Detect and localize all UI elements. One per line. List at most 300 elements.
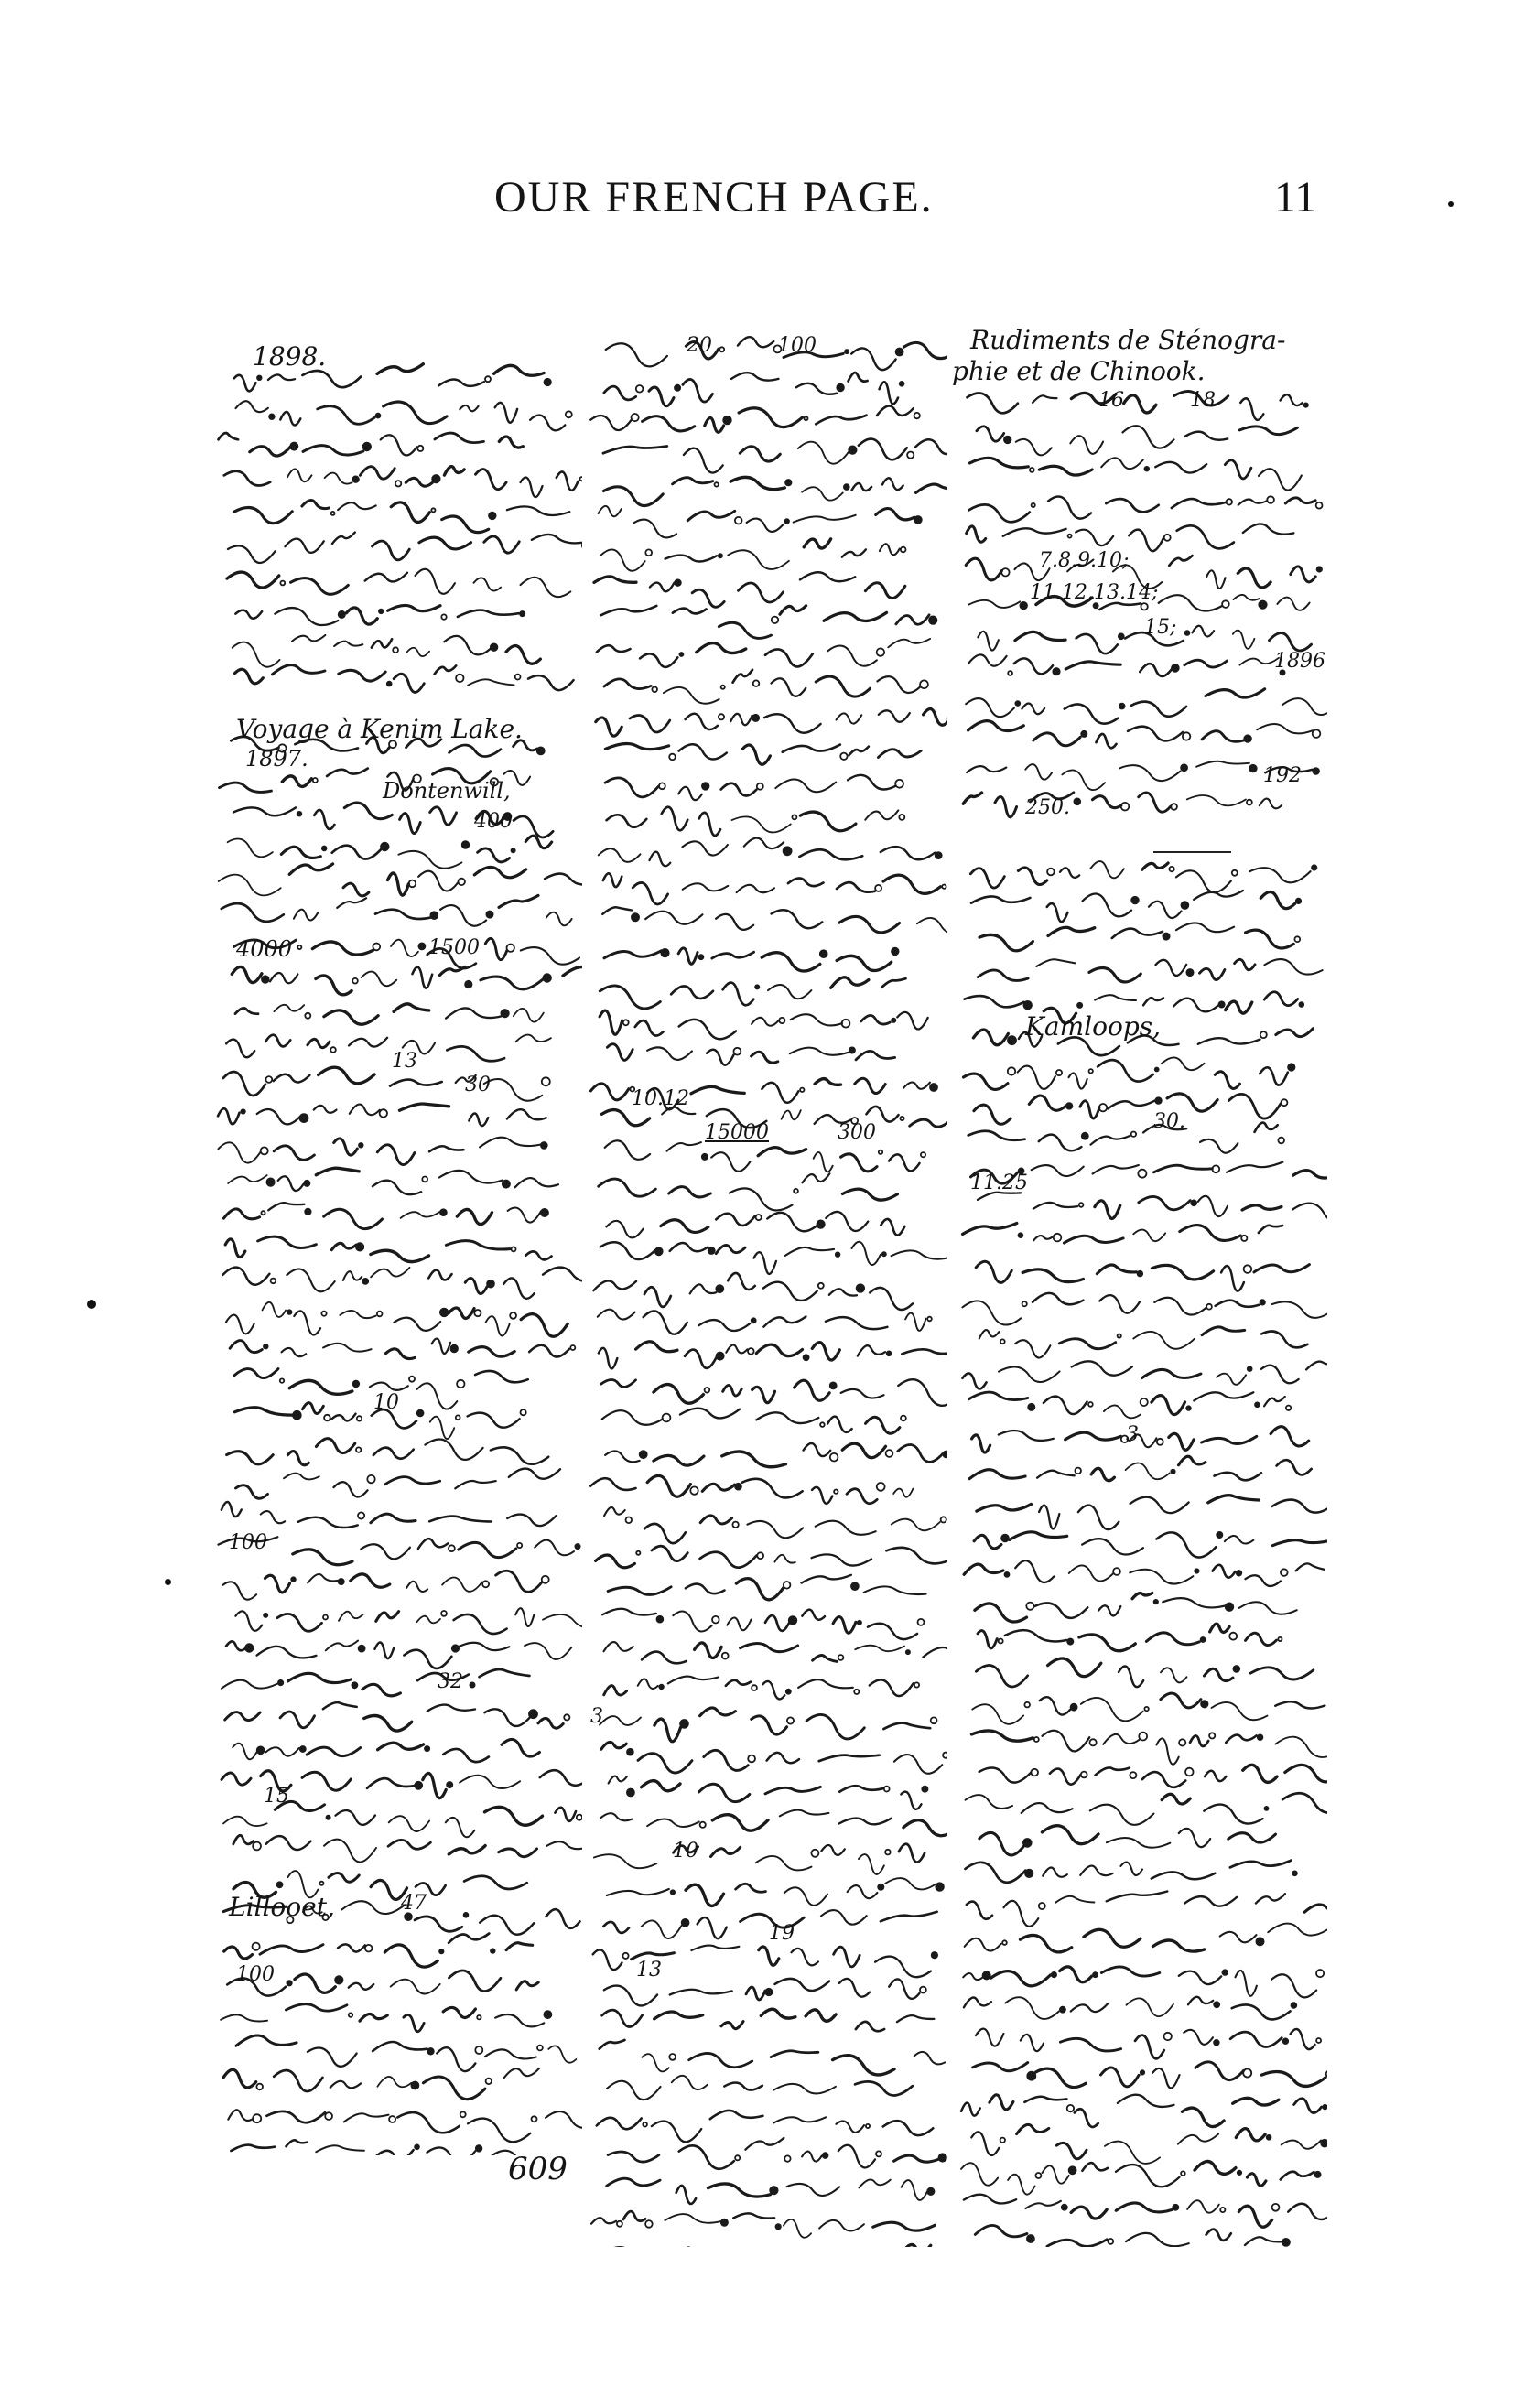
shorthand-stroke [308, 2048, 357, 2067]
shorthand-stroke [771, 2051, 818, 2057]
shorthand-stroke [1167, 1094, 1217, 1111]
shorthand-dot [1255, 1402, 1260, 1407]
shorthand-stroke [282, 1348, 307, 1356]
shorthand-stroke [1173, 999, 1218, 1012]
shorthand-stroke [1152, 1872, 1216, 1879]
shorthand-dot [501, 1010, 508, 1017]
shorthand-stroke [638, 1679, 658, 1689]
shorthand-stroke [1235, 959, 1255, 969]
shorthand-stroke [816, 1521, 876, 1535]
shorthand-dot [1248, 1366, 1252, 1371]
shorthand-stroke [711, 1152, 750, 1172]
shorthand-stroke [1018, 1066, 1055, 1089]
shorthand-stroke [521, 578, 571, 597]
shorthand-dot [460, 2111, 466, 2117]
shorthand-dot [682, 1919, 689, 1927]
shorthand-stroke [1095, 995, 1136, 1000]
shorthand-stroke [1163, 1598, 1226, 1607]
shorthand-stroke [1183, 2108, 1225, 2126]
shorthand-dot [1088, 1402, 1093, 1407]
shorthand-dot [241, 1109, 244, 1113]
shorthand-dot [1206, 1304, 1212, 1310]
shorthand-stroke [689, 2053, 752, 2067]
shorthand-stroke [607, 815, 647, 827]
shorthand-dot [921, 1152, 925, 1157]
shorthand-stroke [590, 1084, 628, 1100]
shorthand-stroke [680, 1409, 740, 1419]
shorthand-stroke [339, 1612, 363, 1621]
shorthand-dot [787, 1717, 794, 1723]
shorthand-dot [1141, 1398, 1148, 1406]
shorthand-dot [901, 547, 906, 553]
shorthand-stroke [342, 1901, 406, 1914]
shorthand-stroke [1043, 1731, 1090, 1752]
shorthand-stroke [528, 675, 574, 690]
shorthand-stroke [468, 1413, 520, 1428]
shorthand-stroke [1033, 1203, 1077, 1209]
shorthand-dot [1131, 897, 1139, 904]
shorthand-stroke [439, 1171, 503, 1183]
shorthand-dot [1002, 1940, 1007, 1945]
shorthand-dot [425, 1746, 429, 1751]
shorthand-stroke [1257, 724, 1313, 733]
shorthand-stroke [546, 912, 572, 926]
shorthand-dot [717, 1353, 724, 1360]
shorthand-dot [844, 484, 849, 490]
shorthand-stroke [316, 2145, 364, 2152]
shorthand-stroke [257, 1109, 300, 1124]
shorthand-stroke [1119, 765, 1180, 781]
shorthand-stroke [386, 1349, 416, 1359]
shorthand-dot [735, 517, 742, 524]
shorthand-dot [257, 1746, 265, 1754]
shorthand-stroke [1079, 1635, 1135, 1651]
shorthand-stroke [865, 583, 904, 599]
shorthand-dot [918, 1619, 925, 1625]
shorthand-stroke [654, 1385, 703, 1404]
shorthand-dot [339, 611, 345, 618]
shorthand-dot [532, 2116, 537, 2122]
shorthand-dot [1238, 2171, 1241, 2175]
shorthand-stroke [599, 848, 641, 862]
shorthand-stroke [236, 1485, 268, 1499]
shorthand-stroke [590, 1478, 635, 1490]
shorthand-dot [542, 1576, 549, 1583]
shorthand-stroke [794, 515, 856, 523]
section-divider [1153, 851, 1231, 853]
shorthand-stroke [976, 2029, 1003, 2046]
shorthand-dot [1155, 1097, 1162, 1104]
shorthand-stroke [442, 516, 489, 533]
shorthand-stroke [599, 506, 622, 516]
shorthand-stroke [686, 1884, 723, 1906]
shorthand-stroke [1146, 1633, 1199, 1645]
shorthand-dot [943, 1753, 947, 1758]
shorthand-dot [884, 1787, 890, 1792]
shorthand-dot [1241, 1236, 1247, 1241]
shorthand-stroke [1215, 1072, 1239, 1089]
shorthand-stroke [460, 405, 478, 411]
shorthand-stroke [400, 1104, 449, 1110]
shorthand-dot [645, 549, 652, 556]
shorthand-stroke [804, 1443, 831, 1456]
shorthand-stroke [1215, 1473, 1261, 1480]
shorthand-stroke [1152, 1265, 1213, 1280]
shorthand-dot [1027, 2235, 1034, 2242]
shorthand-stroke [969, 1470, 1025, 1479]
shorthand-stroke [270, 973, 297, 983]
shorthand-stroke [438, 379, 484, 385]
shorthand-stroke [881, 1219, 904, 1236]
shorthand-stroke [416, 1616, 440, 1624]
shorthand-stroke [250, 447, 290, 456]
shorthand-stroke [1130, 702, 1186, 717]
shorthand-stroke [398, 851, 461, 869]
shorthand-stroke [995, 796, 1017, 816]
shorthand-stroke [654, 1455, 704, 1465]
shorthand-stroke [712, 1815, 768, 1831]
shorthand-stroke [423, 1773, 446, 1798]
shorthand-dot [325, 2112, 332, 2120]
shorthand-stroke [235, 669, 264, 684]
shorthand-dot [830, 1382, 837, 1388]
shorthand-stroke [274, 2070, 322, 2091]
shorthand-dot [906, 1650, 910, 1654]
shorthand-dot [719, 347, 724, 351]
shorthand-dot [417, 446, 423, 451]
shorthand-dot [723, 416, 731, 425]
shorthand-dot [459, 879, 465, 885]
shorthand-dot [305, 1209, 310, 1215]
shorthand-stroke [454, 1614, 507, 1634]
shorthand-stroke [282, 776, 311, 787]
shorthand-stroke [903, 1820, 947, 1836]
shorthand-stroke [686, 714, 718, 729]
shorthand-stroke [430, 1417, 454, 1439]
shorthand-stroke [365, 573, 407, 582]
shorthand-dot [543, 974, 551, 982]
shorthand-stroke [903, 1083, 930, 1089]
shorthand-stroke [747, 519, 784, 532]
shorthand-stroke [1159, 595, 1222, 610]
shorthand-dot [1313, 729, 1321, 738]
shorthand-stroke [965, 1938, 1001, 1951]
shorthand-stroke [762, 1681, 784, 1699]
shorthand-stroke [608, 2152, 659, 2162]
shorthand-stroke [446, 1818, 475, 1837]
shorthand-stroke [515, 1178, 558, 1187]
shorthand-stroke [1016, 439, 1052, 455]
shorthand-stroke [1069, 1565, 1113, 1581]
number-label: 19 [769, 1922, 795, 1945]
shorthand-stroke [233, 1835, 254, 1844]
shorthand-stroke [892, 1250, 947, 1258]
shorthand-stroke [1261, 1331, 1307, 1347]
shorthand-stroke [457, 1209, 492, 1224]
shorthand-stroke [859, 2179, 890, 2187]
shorthand-dot [465, 981, 471, 988]
shorthand-stroke [507, 1109, 546, 1119]
shorthand-dot [1023, 1839, 1032, 1847]
shorthand-stroke [609, 1776, 627, 1784]
shorthand-dot [854, 1690, 859, 1694]
shorthand-stroke [1225, 460, 1251, 479]
shorthand-stroke [496, 1571, 542, 1592]
shorthand-stroke [1217, 1374, 1246, 1385]
shorthand-stroke [1226, 1001, 1252, 1013]
number-label: 100 [778, 334, 817, 357]
ink-speck [87, 1300, 96, 1309]
shorthand-dot [431, 508, 435, 512]
shorthand-dot [784, 2155, 790, 2161]
shorthand-stroke [1043, 2165, 1069, 2183]
shorthand-stroke [724, 2083, 762, 2090]
shorthand-stroke [287, 1269, 334, 1291]
shorthand-stroke [702, 1484, 734, 1491]
shorthand-stroke [1108, 1101, 1154, 1109]
shorthand-dot [280, 1378, 284, 1382]
shorthand-stroke [258, 1236, 317, 1247]
shorthand-stroke [274, 1074, 310, 1083]
shorthand-stroke [673, 609, 707, 614]
shorthand-stroke [1104, 1405, 1141, 1418]
shorthand-stroke [514, 816, 553, 837]
shorthand-stroke [223, 1817, 267, 1826]
shorthand-stroke [1008, 2175, 1034, 2195]
shorthand-dot [652, 687, 657, 693]
shorthand-stroke [607, 2178, 660, 2186]
shorthand-stroke [829, 1289, 857, 1295]
shorthand-stroke [868, 1624, 917, 1639]
shorthand-stroke [286, 2140, 307, 2146]
shorthand-dot [941, 1517, 946, 1522]
shorthand-stroke [726, 1680, 751, 1686]
shorthand-dot [830, 1453, 838, 1462]
shorthand-dot [327, 1816, 330, 1819]
shorthand-dot [1209, 1733, 1215, 1738]
shorthand-dot [541, 1209, 548, 1216]
shorthand-dot [475, 2046, 482, 2054]
shorthand-dot [663, 1414, 671, 1422]
shorthand-stroke [870, 1288, 913, 1310]
shorthand-stroke [1157, 1532, 1217, 1557]
shorthand-stroke [543, 1268, 582, 1281]
shorthand-stroke [225, 1712, 260, 1721]
shorthand-stroke [1132, 1593, 1152, 1599]
shorthand-stroke [1106, 499, 1158, 512]
shorthand-stroke [1033, 1236, 1054, 1240]
shorthand-stroke [798, 1679, 853, 1688]
shorthand-stroke [723, 1385, 742, 1396]
shorthand-text-block [952, 325, 1327, 2247]
date-label: 1898. [253, 341, 327, 372]
shorthand-stroke [292, 635, 325, 642]
shorthand-dot [330, 1047, 336, 1053]
shorthand-stroke [999, 1366, 1060, 1382]
shorthand-stroke [630, 716, 670, 733]
shorthand-stroke [849, 373, 868, 382]
shorthand-stroke [446, 1241, 510, 1249]
number-label: 1896 [1274, 650, 1325, 673]
shorthand-stroke [323, 1702, 357, 1709]
shorthand-stroke [1261, 2072, 1325, 2087]
shorthand-dot [690, 1486, 698, 1494]
shorthand-stroke [667, 1142, 701, 1151]
shorthand-stroke [979, 1767, 1032, 1782]
shorthand-stroke [1260, 799, 1282, 809]
shorthand-stroke [1260, 891, 1294, 908]
shorthand-stroke [302, 371, 361, 387]
shorthand-stroke [440, 905, 486, 926]
shorthand-stroke [902, 2244, 930, 2247]
shorthand-stroke [295, 1974, 335, 1992]
shorthand-stroke [1050, 1769, 1080, 1785]
shorthand-stroke [1070, 436, 1103, 454]
shorthand-stroke [647, 1819, 699, 1827]
shorthand-stroke [1130, 1570, 1193, 1584]
shorthand-dot [721, 2219, 728, 2226]
shorthand-stroke [1120, 1863, 1142, 1876]
shorthand-stroke [1033, 733, 1080, 746]
shorthand-stroke [1015, 1560, 1054, 1582]
shorthand-stroke [650, 852, 671, 867]
shorthand-stroke [603, 873, 622, 887]
shorthand-dot [732, 1522, 738, 1528]
shorthand-dot [748, 1348, 754, 1355]
shorthand-dot [757, 783, 763, 790]
shorthand-stroke [894, 1755, 942, 1774]
shorthand-stroke [360, 2014, 387, 2021]
shorthand-dot [804, 1355, 809, 1360]
shorthand-stroke [508, 1208, 541, 1223]
shorthand-stroke [499, 895, 538, 907]
number-label: 3 [590, 1705, 603, 1728]
shorthand-dot [1183, 732, 1190, 740]
page-number: 11 [1274, 173, 1317, 221]
shorthand-stroke [307, 1747, 361, 1755]
shorthand-stroke [819, 2220, 864, 2231]
shorthand-stroke [1095, 1201, 1120, 1219]
shorthand-dot [297, 812, 302, 816]
shorthand-stroke [388, 1840, 430, 1849]
shorthand-dot [503, 1181, 510, 1188]
shorthand-stroke [765, 1787, 820, 1794]
shorthand-dot [537, 747, 545, 754]
shorthand-stroke [219, 433, 239, 439]
shorthand-stroke [1026, 2201, 1061, 2208]
shorthand-stroke [964, 1564, 1003, 1574]
shorthand-stroke [223, 2069, 256, 2088]
shorthand-stroke [802, 1610, 825, 1620]
shorthand-stroke [449, 1846, 485, 1854]
shorthand-stroke [742, 1479, 803, 1498]
shorthand-stroke [876, 508, 914, 519]
shorthand-stroke [499, 437, 523, 448]
shorthand-stroke [1162, 1057, 1205, 1070]
shorthand-stroke [268, 374, 295, 380]
shorthand-stroke [782, 1110, 801, 1119]
shorthand-stroke [364, 1715, 412, 1731]
shorthand-dot [449, 1545, 455, 1551]
shorthand-stroke [961, 2103, 980, 2116]
shorthand-dot [411, 2082, 418, 2089]
shorthand-stroke [1140, 664, 1172, 676]
shorthand-dot [837, 384, 844, 392]
shorthand-dot [1314, 2172, 1320, 2177]
shorthand-stroke [435, 665, 457, 674]
shorthand-dot [486, 912, 492, 918]
shorthand-stroke [1206, 689, 1265, 697]
shorthand-stroke [460, 1643, 510, 1650]
shorthand-stroke [330, 2081, 361, 2089]
shorthand-dot [657, 1616, 664, 1623]
shorthand-stroke [314, 1106, 337, 1113]
shorthand-stroke [761, 2009, 795, 2018]
shorthand-stroke [303, 1403, 324, 1414]
shorthand-stroke [1248, 2174, 1266, 2186]
shorthand-dot [1232, 870, 1238, 876]
shorthand-stroke [391, 502, 429, 523]
shorthand-stroke [1142, 863, 1168, 869]
shorthand-stroke [397, 2112, 459, 2133]
shorthand-dot [698, 955, 703, 959]
shorthand-stroke [1220, 1932, 1257, 1942]
shorthand-dot [1082, 1133, 1088, 1139]
shorthand-stroke [905, 1313, 925, 1331]
shorthand-dot [866, 2124, 870, 2128]
shorthand-stroke [381, 435, 417, 455]
shorthand-stroke [963, 1373, 987, 1388]
shorthand-stroke [1097, 1265, 1136, 1274]
shorthand-stroke [605, 1140, 650, 1159]
shorthand-dot [441, 614, 446, 619]
shorthand-column-3 [952, 325, 1327, 2247]
shorthand-stroke [507, 506, 569, 515]
shorthand-stroke [1149, 902, 1181, 918]
shorthand-dot [882, 1252, 886, 1256]
shorthand-stroke [883, 2121, 934, 2135]
shorthand-stroke [643, 416, 695, 431]
shorthand-stroke [1176, 870, 1231, 892]
shorthand-stroke [540, 1770, 582, 1786]
shorthand-stroke [449, 1971, 501, 1992]
shorthand-stroke [308, 1039, 330, 1047]
shorthand-dot [356, 1243, 363, 1250]
shorthand-stroke [683, 841, 728, 855]
shorthand-stroke [221, 2014, 267, 2021]
shorthand-stroke [1153, 1940, 1205, 1951]
shorthand-stroke [848, 775, 895, 790]
shorthand-dot [1244, 1265, 1252, 1273]
shorthand-stroke [444, 467, 464, 476]
shorthand-dot [367, 1475, 374, 1483]
shorthand-stroke [351, 1574, 390, 1587]
shorthand-stroke [901, 1792, 921, 1809]
shorthand-stroke [979, 1330, 1000, 1339]
shorthand-dot [362, 1279, 368, 1284]
shorthand-dot [823, 2153, 828, 2158]
shorthand-dot [879, 1150, 882, 1154]
shorthand-stroke [1039, 1506, 1059, 1529]
shorthand-dot [304, 1181, 309, 1186]
shorthand-dot [792, 815, 796, 819]
shorthand-dot [269, 414, 275, 419]
shorthand-stroke [367, 1778, 415, 1788]
shorthand-stroke [1071, 2207, 1107, 2219]
shorthand-stroke [429, 1146, 463, 1151]
shorthand-dot [1067, 1639, 1073, 1645]
shorthand-stroke [1205, 1668, 1233, 1680]
